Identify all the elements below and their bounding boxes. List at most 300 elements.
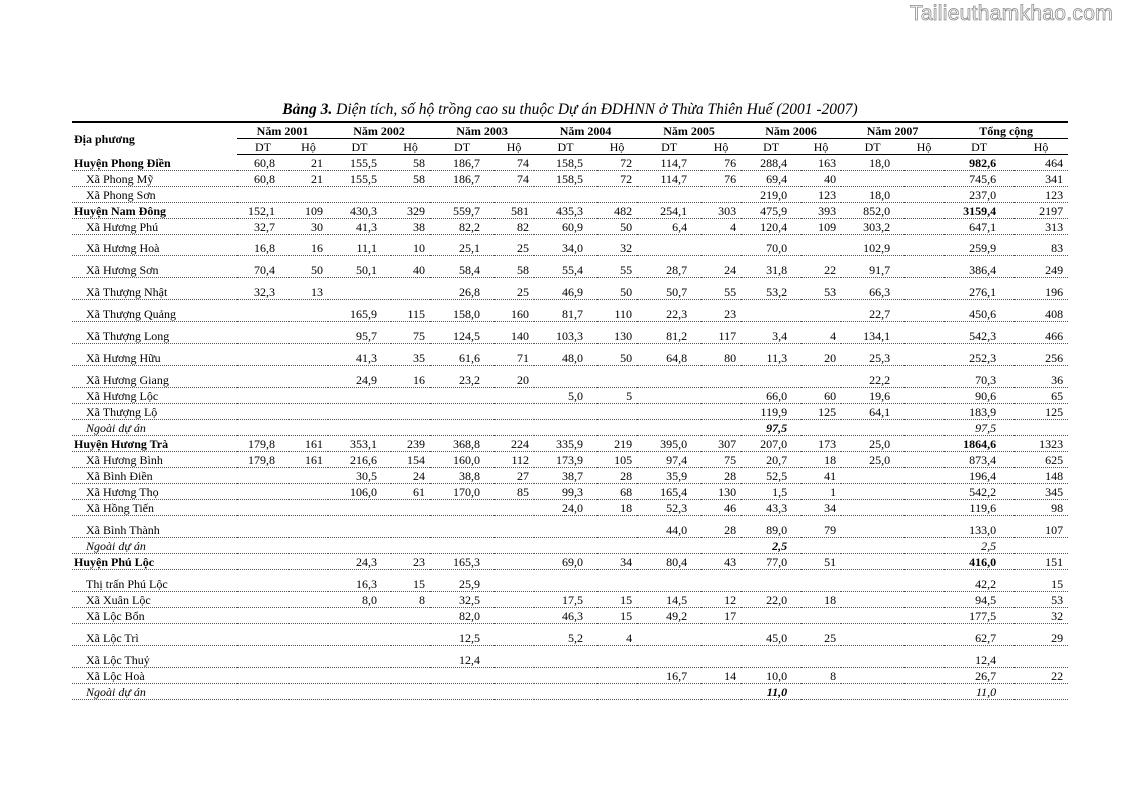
area-cell: 16,8	[237, 235, 289, 256]
total-households-cell	[1014, 538, 1068, 554]
total-area-cell: 119,6	[944, 500, 1014, 516]
area-cell: 25,9	[430, 570, 494, 592]
households-cell: 173	[801, 436, 841, 452]
households-cell: 140	[494, 322, 534, 344]
area-cell	[534, 668, 597, 684]
total-households-cell: 29	[1014, 624, 1068, 646]
households-cell: 50	[289, 256, 328, 278]
commune-row	[72, 171, 1068, 187]
total-households-cell: 32	[1014, 608, 1068, 624]
area-cell: 16,3	[328, 570, 391, 592]
households-cell	[597, 516, 637, 538]
households-cell	[289, 388, 328, 404]
area-cell: 69,0	[534, 554, 597, 570]
total-households-cell: 313	[1014, 219, 1068, 235]
area-cell: 3,4	[741, 322, 801, 344]
area-cell: 44,0	[637, 516, 701, 538]
total-area-cell: 97,5	[944, 420, 1014, 436]
households-cell	[904, 554, 944, 570]
households-cell: 35	[391, 344, 430, 366]
area-cell: 22,7	[841, 300, 904, 322]
area-cell	[430, 516, 494, 538]
area-cell: 35,9	[637, 468, 701, 484]
households-cell	[904, 388, 944, 404]
area-cell: 12,5	[430, 624, 494, 646]
households-cell	[904, 300, 944, 322]
area-cell	[841, 538, 904, 554]
dt-header: DT	[741, 139, 801, 155]
area-cell	[841, 646, 904, 668]
dt-header: DT	[237, 139, 289, 155]
households-cell: 80	[701, 344, 741, 366]
households-cell	[904, 322, 944, 344]
households-cell	[904, 219, 944, 235]
area-cell: 89,0	[741, 516, 801, 538]
households-cell	[701, 366, 741, 388]
location-name: Xã Hương Phú	[72, 219, 237, 235]
households-cell	[289, 668, 328, 684]
commune-row	[72, 516, 1068, 538]
total-households-cell: 107	[1014, 516, 1068, 538]
area-cell	[430, 538, 494, 554]
area-cell: 170,0	[430, 484, 494, 500]
total-area-cell: 873,4	[944, 452, 1014, 468]
households-cell: 25	[801, 624, 841, 646]
households-cell: 28	[597, 468, 637, 484]
location-name: Xã Phong Mỹ	[72, 171, 237, 187]
area-cell: 288,4	[741, 155, 801, 171]
commune-row	[72, 452, 1068, 468]
area-cell: 16,7	[637, 668, 701, 684]
area-cell: 23,2	[430, 366, 494, 388]
year-header: Năm 2007	[841, 122, 944, 139]
location-name: Huyện Nam Đông	[72, 203, 237, 219]
area-cell: 45,0	[741, 624, 801, 646]
area-cell: 173,9	[534, 452, 597, 468]
area-cell	[534, 404, 597, 420]
households-cell	[289, 366, 328, 388]
households-cell	[904, 684, 944, 700]
total-area-cell: 982,6	[944, 155, 1014, 171]
year-header: Năm 2005	[637, 122, 741, 139]
location-name: Xã Thượng Lộ	[72, 404, 237, 420]
area-cell: 158,5	[534, 155, 597, 171]
area-cell	[637, 538, 701, 554]
area-cell: 186,7	[430, 155, 494, 171]
area-cell	[237, 570, 289, 592]
ho-header: Hộ	[391, 139, 430, 155]
households-cell	[904, 187, 944, 203]
watermark: Tailieuthamkhao.com	[910, 2, 1113, 25]
location-name: Ngoài dự án	[72, 684, 237, 700]
location-name: Xã Thượng Long	[72, 322, 237, 344]
households-cell: 15	[391, 570, 430, 592]
households-cell: 12	[701, 592, 741, 608]
area-cell	[237, 404, 289, 420]
area-cell	[637, 235, 701, 256]
area-cell: 49,2	[637, 608, 701, 624]
dt-header: DT	[637, 139, 701, 155]
commune-row	[72, 278, 1068, 300]
area-cell	[534, 366, 597, 388]
area-cell	[841, 668, 904, 684]
households-cell	[494, 592, 534, 608]
area-cell: 80,4	[637, 554, 701, 570]
households-cell: 76	[701, 171, 741, 187]
households-cell	[701, 404, 741, 420]
households-cell: 20	[494, 366, 534, 388]
area-cell: 6,4	[637, 219, 701, 235]
households-cell	[904, 420, 944, 436]
households-cell: 43	[701, 554, 741, 570]
households-cell: 303	[701, 203, 741, 219]
households-cell: 21	[289, 155, 328, 171]
area-cell: 103,3	[534, 322, 597, 344]
area-cell: 52,5	[741, 468, 801, 484]
year-header-row	[72, 122, 1068, 139]
households-cell: 53	[801, 278, 841, 300]
area-cell: 81,2	[637, 322, 701, 344]
area-cell	[237, 388, 289, 404]
area-cell: 18,0	[841, 155, 904, 171]
area-cell: 28,7	[637, 256, 701, 278]
area-cell: 106,0	[328, 484, 391, 500]
commune-row	[72, 344, 1068, 366]
households-cell	[701, 388, 741, 404]
total-area-cell: 196,4	[944, 468, 1014, 484]
households-cell	[494, 570, 534, 592]
households-cell	[289, 624, 328, 646]
households-cell	[494, 554, 534, 570]
households-cell: 50	[597, 344, 637, 366]
area-cell: 25,3	[841, 344, 904, 366]
area-cell: 24,3	[328, 554, 391, 570]
area-cell	[637, 187, 701, 203]
area-cell	[430, 684, 494, 700]
households-cell	[701, 420, 741, 436]
area-cell: 46,3	[534, 608, 597, 624]
area-cell: 165,3	[430, 554, 494, 570]
area-cell: 32,7	[237, 219, 289, 235]
area-cell: 186,7	[430, 171, 494, 187]
households-cell: 123	[801, 187, 841, 203]
area-cell: 61,6	[430, 344, 494, 366]
area-cell: 5,0	[534, 388, 597, 404]
area-cell	[841, 608, 904, 624]
area-cell: 160,0	[430, 452, 494, 468]
total-area-cell: 183,9	[944, 404, 1014, 420]
total-households-cell	[1014, 646, 1068, 668]
area-cell: 81,7	[534, 300, 597, 322]
area-cell: 55,4	[534, 256, 597, 278]
area-cell	[237, 366, 289, 388]
total-households-cell: 408	[1014, 300, 1068, 322]
households-cell: 105	[597, 452, 637, 468]
households-cell: 224	[494, 436, 534, 452]
households-cell: 8	[391, 592, 430, 608]
area-cell: 91,7	[841, 256, 904, 278]
households-cell: 130	[701, 484, 741, 500]
dt-header: DT	[841, 139, 904, 155]
commune-row	[72, 300, 1068, 322]
area-cell: 179,8	[237, 436, 289, 452]
households-cell: 50	[597, 278, 637, 300]
households-cell: 117	[701, 322, 741, 344]
households-cell: 58	[391, 171, 430, 187]
households-cell: 24	[701, 256, 741, 278]
total-households-cell	[1014, 684, 1068, 700]
area-cell: 34,0	[534, 235, 597, 256]
households-cell	[597, 570, 637, 592]
households-cell	[801, 646, 841, 668]
households-cell: 18	[597, 500, 637, 516]
commune-row	[72, 235, 1068, 256]
location-name: Xã Hương Hoà	[72, 235, 237, 256]
area-cell: 43,3	[741, 500, 801, 516]
households-cell: 10	[391, 235, 430, 256]
area-cell	[237, 300, 289, 322]
households-cell: 112	[494, 452, 534, 468]
households-cell	[904, 235, 944, 256]
total-households-cell	[1014, 420, 1068, 436]
commune-row	[72, 187, 1068, 203]
area-cell: 353,1	[328, 436, 391, 452]
area-cell	[430, 388, 494, 404]
location-name: Xã Hương Hữu	[72, 344, 237, 366]
area-cell: 179,8	[237, 452, 289, 468]
area-cell: 95,7	[328, 322, 391, 344]
location-name: Xã Bình Điền	[72, 468, 237, 484]
location-name: Xã Lộc Hoà	[72, 668, 237, 684]
area-cell: 10,0	[741, 668, 801, 684]
area-cell	[430, 404, 494, 420]
area-cell: 50,1	[328, 256, 391, 278]
households-cell: 8	[801, 668, 841, 684]
households-cell: 5	[597, 388, 637, 404]
area-cell: 114,7	[637, 155, 701, 171]
area-cell: 22,0	[741, 592, 801, 608]
area-cell	[237, 554, 289, 570]
area-cell: 14,5	[637, 592, 701, 608]
households-cell	[701, 570, 741, 592]
households-cell: 34	[801, 500, 841, 516]
households-cell	[904, 592, 944, 608]
area-cell: 82,0	[430, 608, 494, 624]
households-cell: 30	[289, 219, 328, 235]
outside-project-row	[72, 538, 1068, 554]
area-cell: 158,0	[430, 300, 494, 322]
households-cell	[391, 624, 430, 646]
area-cell	[237, 344, 289, 366]
outside-project-row	[72, 420, 1068, 436]
ho-header: Hộ	[801, 139, 841, 155]
households-cell	[391, 388, 430, 404]
location-name: Xã Thượng Quảng	[72, 300, 237, 322]
area-cell	[328, 187, 391, 203]
total-households-cell: 53	[1014, 592, 1068, 608]
total-households-cell: 125	[1014, 404, 1068, 420]
households-cell: 72	[597, 171, 637, 187]
area-cell	[237, 500, 289, 516]
households-cell	[391, 608, 430, 624]
area-cell: 46,9	[534, 278, 597, 300]
year-header: Năm 2006	[741, 122, 841, 139]
households-cell	[289, 684, 328, 700]
rubber-area-table	[72, 121, 1068, 700]
households-cell: 79	[801, 516, 841, 538]
area-cell: 25,0	[841, 436, 904, 452]
households-cell	[289, 500, 328, 516]
location-name: Huyện Hương Trà	[72, 436, 237, 452]
total-area-cell: 11,0	[944, 684, 1014, 700]
ho-header: Hộ	[701, 139, 741, 155]
households-cell	[904, 436, 944, 452]
commune-row	[72, 468, 1068, 484]
households-cell	[289, 344, 328, 366]
households-cell	[801, 608, 841, 624]
total-households-cell: 1323	[1014, 436, 1068, 452]
area-cell	[237, 538, 289, 554]
total-area-cell: 542,2	[944, 484, 1014, 500]
area-cell: 120,4	[741, 219, 801, 235]
commune-row	[72, 322, 1068, 344]
area-cell	[328, 278, 391, 300]
area-cell: 77,0	[741, 554, 801, 570]
households-cell: 40	[391, 256, 430, 278]
area-cell	[430, 187, 494, 203]
households-cell	[701, 624, 741, 646]
total-area-cell: 276,1	[944, 278, 1014, 300]
area-cell: 559,7	[430, 203, 494, 219]
households-cell: 46	[701, 500, 741, 516]
location-name: Thị trấn Phú Lộc	[72, 570, 237, 592]
total-area-cell: 252,3	[944, 344, 1014, 366]
year-header: Năm 2003	[430, 122, 534, 139]
area-cell: 155,5	[328, 171, 391, 187]
commune-row	[72, 404, 1068, 420]
area-cell: 19,6	[841, 388, 904, 404]
households-cell	[391, 420, 430, 436]
area-cell	[741, 300, 801, 322]
households-cell: 61	[391, 484, 430, 500]
area-cell: 99,3	[534, 484, 597, 500]
table-body	[72, 155, 1068, 700]
total-area-cell: 416,0	[944, 554, 1014, 570]
area-cell	[841, 592, 904, 608]
total-households-cell: 65	[1014, 388, 1068, 404]
households-cell	[904, 171, 944, 187]
households-cell	[289, 420, 328, 436]
area-cell: 207,0	[741, 436, 801, 452]
area-cell: 30,5	[328, 468, 391, 484]
district-row	[72, 554, 1068, 570]
households-cell	[597, 684, 637, 700]
area-cell	[841, 484, 904, 500]
households-cell	[904, 516, 944, 538]
households-cell	[597, 187, 637, 203]
households-cell: 82	[494, 219, 534, 235]
households-cell	[597, 646, 637, 668]
location-name: Ngoài dự án	[72, 538, 237, 554]
households-cell: 16	[289, 235, 328, 256]
area-cell	[841, 500, 904, 516]
households-cell: 163	[801, 155, 841, 171]
total-households-cell: 196	[1014, 278, 1068, 300]
households-cell	[904, 155, 944, 171]
households-cell: 109	[801, 219, 841, 235]
households-cell	[904, 203, 944, 219]
area-cell: 58,4	[430, 256, 494, 278]
area-cell: 64,1	[841, 404, 904, 420]
area-cell: 22,3	[637, 300, 701, 322]
area-cell: 82,2	[430, 219, 494, 235]
households-cell	[904, 404, 944, 420]
households-cell	[597, 420, 637, 436]
location-name: Xã Hương Bình	[72, 452, 237, 468]
area-cell: 216,6	[328, 452, 391, 468]
area-cell	[637, 570, 701, 592]
total-households-cell: 2197	[1014, 203, 1068, 219]
area-cell	[328, 646, 391, 668]
area-cell	[637, 366, 701, 388]
area-cell	[534, 420, 597, 436]
total-households-cell: 341	[1014, 171, 1068, 187]
area-cell	[430, 500, 494, 516]
year-header: Năm 2002	[328, 122, 430, 139]
area-cell	[841, 624, 904, 646]
households-cell	[597, 404, 637, 420]
area-cell: 41,3	[328, 344, 391, 366]
total-area-cell: 1864,6	[944, 436, 1014, 452]
area-cell: 254,1	[637, 203, 701, 219]
area-cell: 38,7	[534, 468, 597, 484]
area-cell	[637, 404, 701, 420]
households-cell	[904, 366, 944, 388]
area-cell: 31,8	[741, 256, 801, 278]
total-area-cell: 3159,4	[944, 203, 1014, 219]
area-cell: 66,3	[841, 278, 904, 300]
households-cell: 38	[391, 219, 430, 235]
ho-header: Hộ	[289, 139, 328, 155]
area-cell	[237, 624, 289, 646]
households-cell	[494, 624, 534, 646]
area-cell	[637, 420, 701, 436]
area-cell: 165,4	[637, 484, 701, 500]
total-area-cell: 12,4	[944, 646, 1014, 668]
total-households-cell: 249	[1014, 256, 1068, 278]
area-cell: 69,4	[741, 171, 801, 187]
households-cell: 55	[701, 278, 741, 300]
commune-row	[72, 500, 1068, 516]
commune-row	[72, 484, 1068, 500]
total-households-cell: 22	[1014, 668, 1068, 684]
area-cell: 24,0	[534, 500, 597, 516]
caption-text: Diện tích, số hộ trồng cao su thuộc Dự án ĐDHNN ở Thừa Thiên Huế (2001 -2007)	[332, 101, 858, 118]
area-cell	[237, 420, 289, 436]
area-cell: 124,5	[430, 322, 494, 344]
households-cell: 239	[391, 436, 430, 452]
area-cell	[841, 420, 904, 436]
total-area-cell: 94,5	[944, 592, 1014, 608]
ho-header: Hộ	[1014, 139, 1068, 155]
total-households-cell: 625	[1014, 452, 1068, 468]
households-cell	[289, 404, 328, 420]
ho-header: Hộ	[597, 139, 637, 155]
area-cell	[741, 608, 801, 624]
area-cell	[328, 624, 391, 646]
total-households-cell: 15	[1014, 570, 1068, 592]
households-cell: 161	[289, 436, 328, 452]
